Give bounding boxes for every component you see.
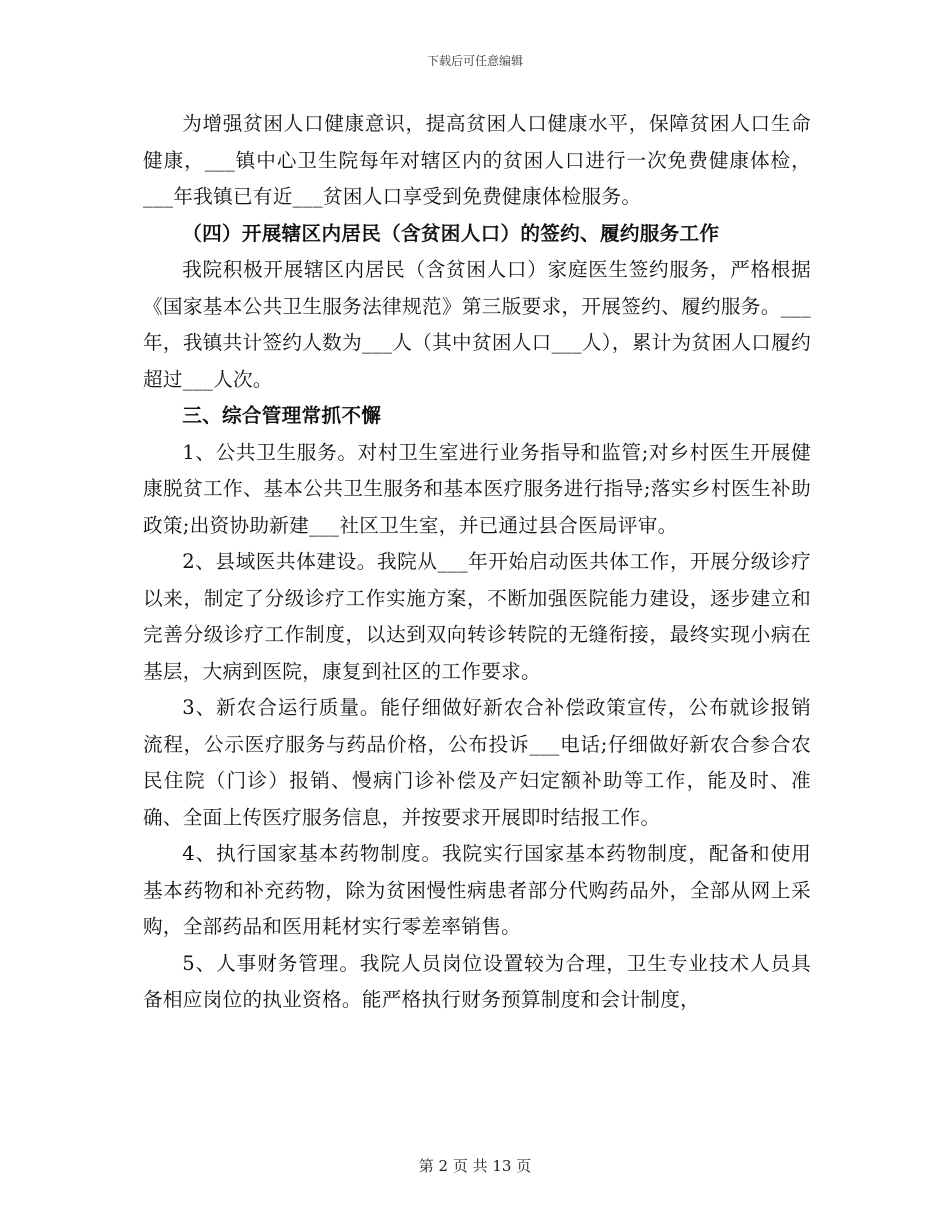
paragraph-intro: 为增强贫困人口健康意识，提高贫困人口健康水平，保障贫困人口生命健康，___镇中心卫生院每年对辖区内的贫困人口进行一次免费健康体检，___年我镇已有近___贫困人口享受到免费健康体检服务。 xyxy=(143,112,811,208)
document-body xyxy=(143,106,811,1019)
section-heading-3: 三、综合管理常抓不懈 xyxy=(182,404,382,427)
page-header: 下载后可任意编辑 xyxy=(426,54,523,68)
paragraph-signing: 我院积极开展辖区内居民（含贫困人口）家庭医生签约服务，严格根据《国家基本公共卫生服务法律规范》第三版要求，开展签约、履约服务。___年，我镇共计签约人数为___人（其中贫困人口___人），累计为贫困人口履约超过___人次。 xyxy=(143,258,811,391)
section-heading-4: （四）开展辖区内居民（含贫困人口）的签约、履约服务工作 xyxy=(182,221,720,245)
paragraph-medical-community: 2、县域医共体建设。我院从___年开始启动医共体工作，开展分级诊疗以来，制定了分级诊疗工作实施方案，不断加强医院能力建设，逐步建立和完善分级诊疗工作制度，以达到双向转诊转院的无缝衔接，最终实现小病在基层，大病到医院，康复到社区的工作要求。 xyxy=(143,550,811,683)
paragraph-rural-insurance: 3、新农合运行质量。能仔细做好新农合补偿政策宣传，公布就诊报销流程，公示医疗服务与药品价格，公布投诉___电话;仔细做好新农合参合农民住院（门诊）报销、慢病门诊补偿及产妇定额补助等工作，能及时、准确、全面上传医疗服务信息，并按要求开展即时结报工作。 xyxy=(143,696,811,829)
paragraph-hr-finance: 5、人事财务管理。我院人员岗位设置较为合理，卫生专业技术人员具备相应岗位的执业资格。能严格执行财务预算制度和会计制度， xyxy=(143,951,811,1011)
paragraph-public-health: 1、公共卫生服务。对村卫生室进行业务指导和监管;对乡村医生开展健康脱贫工作、基本公共卫生服务和基本医疗服务进行指导;落实乡村医生补助政策;出资协助新建___社区卫生室，并已通过县合医局评审。 xyxy=(143,440,811,537)
page-footer: 第 2 页 共 13 页 xyxy=(418,1157,532,1175)
paragraph-essential-drugs: 4、执行国家基本药物制度。我院实行国家基本药物制度，配备和使用基本药物和补充药物，除为贫困慢性病患者部分代购药品外，全部从网上采购，全部药品和医用耗材实行零差率销售。 xyxy=(143,842,811,938)
